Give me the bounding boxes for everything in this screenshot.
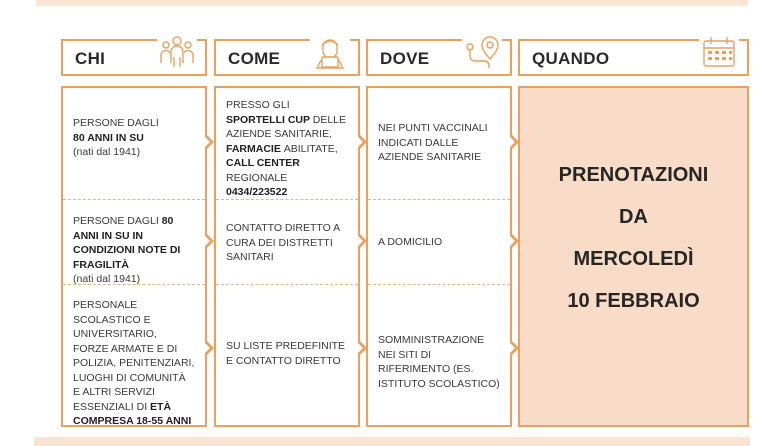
row-separator: [368, 284, 510, 285]
column-come: [214, 86, 360, 427]
map-route-pin-icon: [462, 33, 502, 71]
come-row-1-p3: ABILITATE,: [283, 142, 338, 155]
quando-text: [520, 154, 747, 322]
dove-row-3: SOMMINISTRAZIONE NEI SITI DI RIFERIMENTO (ES. ISTITUTO SCOLASTICO): [378, 334, 500, 390]
row-separator: [63, 199, 205, 200]
chi-row-2: [73, 214, 195, 287]
come-row-1-b4: 0434/223522: [226, 186, 288, 198]
come-row-2: CONTATTO DIRETTO A CURA DEI DISTRETTI SANITARI: [226, 222, 340, 263]
quando-box: [518, 86, 749, 427]
dove-row-1: NEI PUNTI VACCINALI INDICATI DALLE AZIENDE SANITARIE: [378, 122, 488, 163]
header-dove-label: DOVE: [380, 49, 430, 68]
quando-line-4: 10 FEBBRAIO: [567, 290, 700, 312]
column-dove: [366, 86, 512, 427]
header-chi: [61, 39, 207, 76]
come-row-1-b3: CALL CENTER: [226, 157, 300, 169]
person-at-laptop-icon: [310, 33, 350, 71]
come-row-3: SU LISTE PREDEFINITE E CONTATTO DIRETTO: [226, 340, 346, 367]
chi-row-3-bold: ETÀ COMPRESA 18-55 ANNI: [73, 400, 192, 427]
chi-row-3: [73, 298, 195, 429]
come-row-1-p1: PRESSO GLI: [226, 99, 290, 111]
come-row-1: [226, 98, 348, 200]
chi-row-2-text: PERSONE DAGLI: [73, 215, 162, 227]
flow-arrow: [207, 234, 214, 248]
column-chi: [61, 86, 207, 427]
row-separator: [216, 199, 358, 200]
top-accent-bar: [36, 0, 748, 6]
row-separator: [368, 199, 510, 200]
flow-arrow: [207, 341, 214, 355]
calendar-icon: [699, 33, 739, 71]
quando-line-3: MERCOLEDÌ: [573, 248, 694, 270]
chi-row-2-note: (nati dal 1941): [73, 273, 141, 285]
chi-row-1-text: PERSONE DAGLI: [73, 117, 159, 129]
row-separator: [63, 284, 205, 285]
header-come: [214, 39, 360, 76]
header-come-label: COME: [228, 49, 281, 68]
header-quando-label: QUANDO: [532, 49, 610, 68]
header-quando: [518, 39, 749, 76]
group-people-icon: [157, 33, 197, 71]
chi-row-3-text: PERSONALE SCOLASTICO E UNIVERSITARIO, FORZE ARMATE E DI POLIZIA, PENITENZIARI, LUOGHI DI COMUNITÀ E ALTRI SERVIZI ESSENZIALI DI: [73, 299, 195, 413]
quando-line-1: PRENOTAZIONI: [558, 164, 709, 186]
quando-line-2: DA: [619, 206, 648, 228]
chi-row-1-bold: 80 ANNI IN SU: [73, 131, 144, 144]
row-separator: [216, 284, 358, 285]
come-row-1-b1: SPORTELLI CUP: [226, 113, 313, 126]
chi-row-2-bold: 80 ANNI IN SU IN CONDIZIONI NOTE DI FRAGILITÀ: [73, 215, 181, 271]
flow-arrow: [207, 135, 214, 149]
bottom-accent-bar: [34, 437, 750, 446]
header-chi-label: CHI: [75, 49, 106, 68]
come-row-1-p4: REGIONALE: [226, 171, 288, 184]
dove-row-2: A DOMICILIO: [378, 236, 443, 248]
chi-row-1-note: (nati dal 1941): [73, 146, 141, 158]
chi-row-1: [73, 116, 195, 160]
come-row-1-p2: DELLE AZIENDE SANITARIE,: [226, 113, 347, 140]
header-dove: [366, 39, 512, 76]
come-row-1-b2: FARMACIE: [226, 142, 284, 155]
